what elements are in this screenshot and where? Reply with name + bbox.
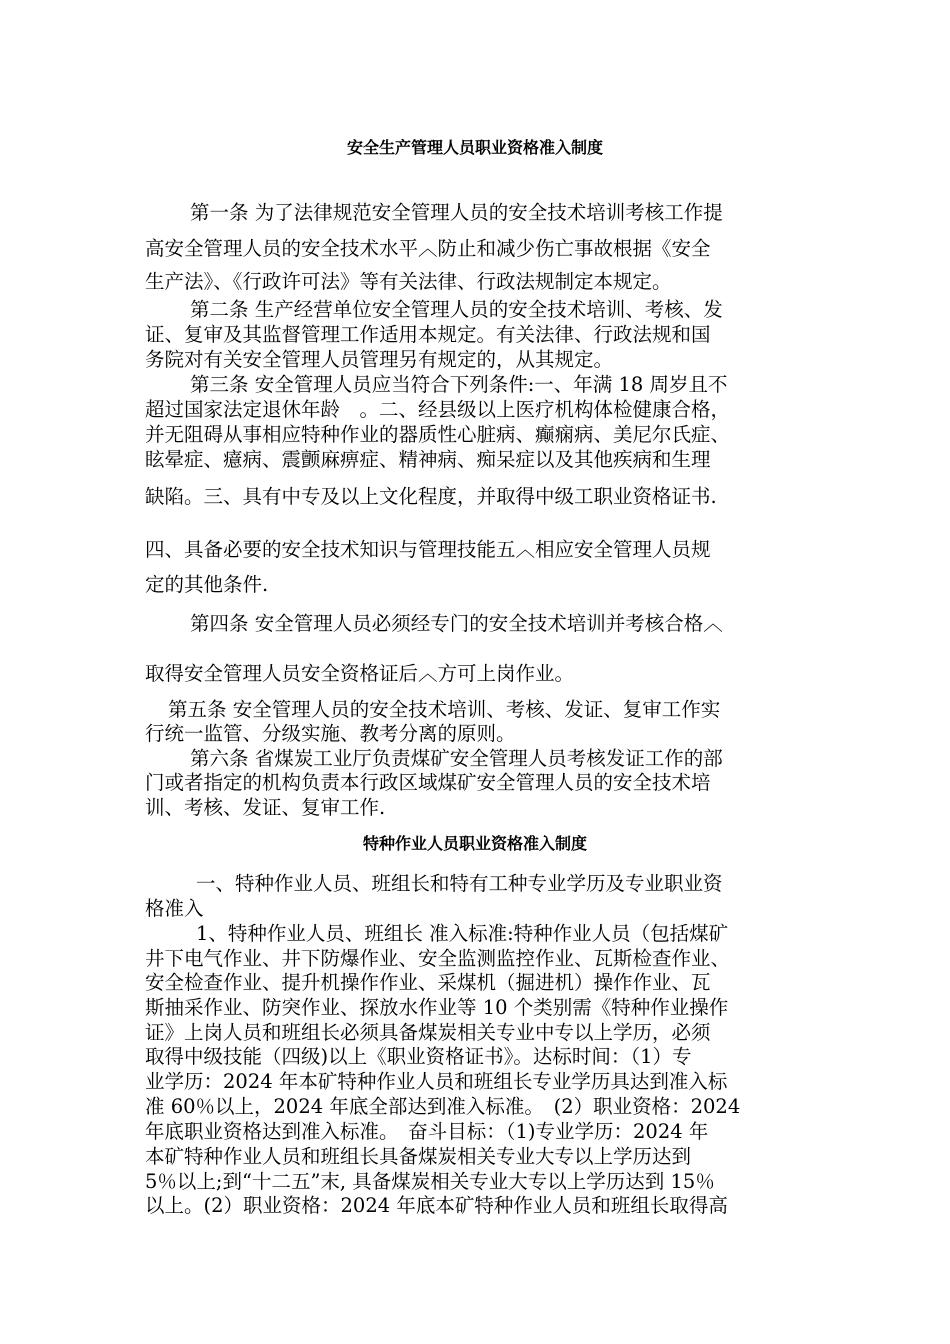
paragraph-line: 第五条 安全管理人员的安全技术培训、考核、发证、复审工作实 — [168, 698, 721, 721]
paragraph-line: 生产法》、《行政许可法》等有关法律、行政法规制定本规定。 — [145, 270, 672, 293]
paragraph-line: 证》上岗人员和班组长必须具备煤炭相关专业中专以上学历，必须 — [145, 1021, 711, 1044]
document-title-safety-management: 安全生产管理人员职业资格准入制度 — [346, 138, 603, 157]
paragraph-line: 第六条 省煤炭工业厅负责煤矿安全管理人员考核发证工作的部 — [190, 747, 723, 770]
paragraph-line: 1、特种作业人员、班组长 准入标准:特种作业人员（包括煤矿 — [196, 922, 729, 945]
paragraph-line: 证、复审及其监督管理工作适用本规定。有关法律、行政法规和国 — [145, 323, 711, 346]
paragraph-line: 一、特种作业人员、班组长和特有工种专业学历及专业职业资 — [196, 872, 723, 895]
paragraph-line: 超过国家法定退休年龄 。二、经县级以上医疗机构体检健康合格， — [145, 398, 731, 421]
paragraph-line: 行统一监管、分级实施、教考分离的原则。 — [145, 722, 516, 745]
paragraph-line: 5％以上;到“十二五”末, 具备煤炭相关专业大专以上学历达到 15％ — [145, 1170, 715, 1193]
paragraph-line: 高安全管理人员的安全技术水平︿防止和减少伤亡事故根据《安全 — [145, 237, 711, 260]
paragraph-line: 业学历：2024 年本矿特种作业人员和班组长专业学历具达到准入标 — [145, 1070, 728, 1093]
paragraph-line: 务院对有关安全管理人员管理另有规定的，从其规定。 — [145, 348, 614, 371]
paragraph-line: 年底职业资格达到准入标准。 奋斗目标：（1)专业学历：2024 年 — [145, 1120, 709, 1143]
paragraph-line: 以上。(2）职业资格：2024 年底本矿特种作业人员和班组长取得高 — [145, 1194, 728, 1217]
paragraph-line: 第二条 生产经营单位安全管理人员的安全技术培训、考核、发 — [190, 298, 723, 321]
document-title-special-operations: 特种作业人员职业资格准入制度 — [362, 834, 587, 853]
paragraph-line: 第四条 安全管理人员必须经专门的安全技术培训并考核合格︿ — [190, 612, 723, 635]
paragraph-line: 井下电气作业、井下防爆作业、安全监测监控作业、瓦斯检查作业、 — [145, 947, 731, 970]
paragraph-line: 取得中级技能（四级)以上《职业资格证书》。达标时间：（1）专 — [145, 1045, 692, 1068]
paragraph-line: 缺陷。三、具有中专及以上文化程度，并取得中级工职业资格证书. — [145, 485, 717, 508]
paragraph-line: 第三条 安全管理人员应当符合下列条件:一、年满 18 周岁且不 — [190, 373, 728, 396]
paragraph-line: 取得安全管理人员安全资格证后︿方可上岗作业。 — [145, 662, 575, 685]
paragraph-line: 训、考核、发证、复审工作. — [145, 796, 386, 819]
paragraph-line: 准 60％以上，2024 年底全部达到准入标准。 (2）职业资格：2024 — [145, 1095, 741, 1118]
paragraph-line: 本矿特种作业人员和班组长具备煤炭相关专业大专以上学历达到 — [145, 1145, 692, 1168]
paragraph-line: 眩晕症、癔病、震颤麻痹症、精神病、痴呆症以及其他疾病和生理 — [145, 448, 711, 471]
paragraph-line: 并无阻碍从事相应特种作业的器质性心脏病、癫痫病、美尼尔氏症、 — [145, 423, 731, 446]
paragraph-line: 四、具备必要的安全技术知识与管理技能五︿相应安全管理人员规 — [145, 538, 711, 561]
paragraph-line: 门或者指定的机构负责本行政区域煤矿安全管理人员的安全技术培 — [145, 771, 711, 794]
paragraph-line: 安全检查作业、提升机操作作业、采煤机（掘进机）操作作业、瓦 — [145, 971, 711, 994]
paragraph-line: 斯抽采作业、防突作业、探放水作业等 10 个类别需《特种作业操作 — [145, 996, 729, 1019]
paragraph-line: 格准入 — [145, 897, 204, 920]
paragraph-line: 第一条 为了法律规范安全管理人员的安全技术培训考核工作提 — [190, 201, 723, 224]
paragraph-line: 定的其他条件. — [145, 573, 269, 596]
